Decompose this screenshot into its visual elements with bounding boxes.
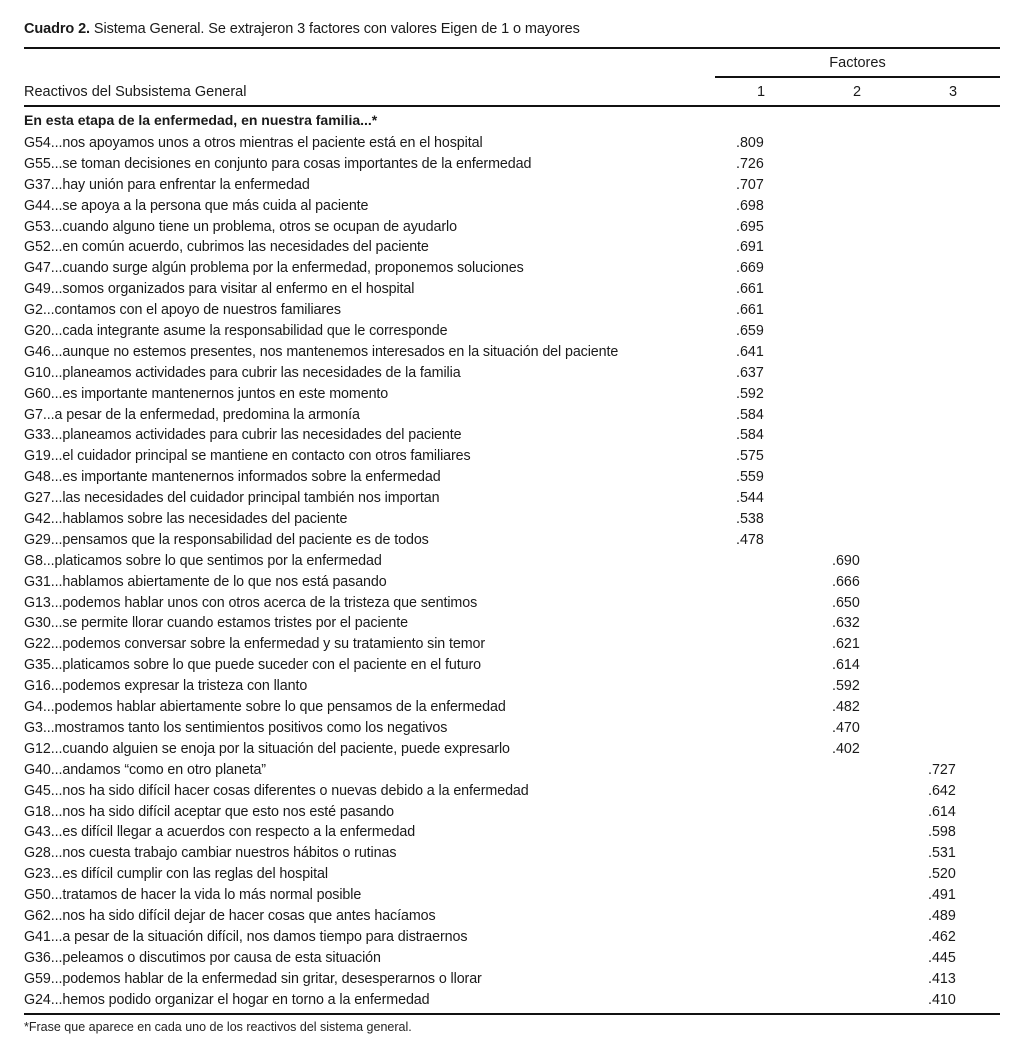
table-row	[24, 906, 1000, 927]
table-row	[24, 613, 1000, 634]
factores-spanner-header: Factores	[829, 55, 886, 71]
table-row	[24, 446, 1000, 467]
table-caption	[24, 21, 580, 37]
table-number: Cuadro 2.	[24, 21, 90, 37]
header-rule	[24, 105, 1000, 107]
table-row	[24, 802, 1000, 823]
factor-1-loading: .538	[736, 511, 764, 528]
table-row	[24, 676, 1000, 697]
table-row	[24, 300, 1000, 321]
table-row	[24, 697, 1000, 718]
item-text: G27...las necesidades del cuidador principal también nos importan	[24, 490, 440, 507]
table-row	[24, 864, 1000, 885]
table-row	[24, 425, 1000, 446]
item-text: G54...nos apoyamos unos a otros mientras el paciente está en el hospital	[24, 135, 483, 151]
item-text: G28...nos cuesta trabajo cambiar nuestros hábitos o rutinas	[24, 845, 397, 862]
bottom-rule	[24, 1013, 1000, 1015]
item-text: G42...hablamos sobre las necesidades del paciente	[24, 511, 348, 528]
factor-1-loading: .659	[736, 323, 764, 340]
item-text: G55...se toman decisiones en conjunto para cosas importantes de la enfermedad	[24, 155, 532, 172]
item-text: G46...aunque no estemos presentes, nos mantenemos interesados en la situación del paciente	[24, 343, 619, 360]
table-row	[24, 948, 1000, 969]
item-text: G35...platicamos sobre lo que puede suceder con el paciente en el futuro	[24, 657, 481, 674]
table-row	[24, 969, 1000, 990]
table-row	[24, 760, 1000, 781]
item-text: G20...cada integrante asume la responsabilidad que le corresponde	[24, 323, 448, 340]
item-text: G45...nos ha sido difícil hacer cosas diferentes o nuevas debido a la enfermedad	[24, 782, 529, 799]
item-text: G8...platicamos sobre lo que sentimos por la enfermedad	[24, 552, 382, 569]
table-row	[24, 488, 1000, 509]
table-row	[24, 530, 1000, 551]
factor-1-loading: .584	[736, 427, 764, 444]
factor-3-loading: .413	[928, 970, 956, 987]
table-row	[24, 634, 1000, 655]
item-text: G53...cuando alguno tiene un problema, otros se ocupan de ayudarlo	[24, 218, 457, 235]
factor-1-loading: .478	[736, 531, 764, 548]
item-text: G19...el cuidador principal se mantiene en contacto con otros familiares	[24, 448, 471, 465]
factor-2-loading: .690	[832, 552, 860, 569]
stub-column-header: Reactivos del Subsistema General	[24, 84, 247, 100]
factor-2-loading: .614	[832, 657, 860, 674]
section-subheader: En esta etapa de la enfermedad, en nuestra familia...*	[24, 112, 378, 128]
item-text: G37...hay unión para enfrentar la enfermedad	[24, 176, 310, 193]
item-text: G59...podemos hablar de la enfermedad sin gritar, desesperarnos o llorar	[24, 970, 482, 987]
item-text: G44...se apoya a la persona que más cuida al paciente	[24, 197, 369, 214]
factor-1-loading: .637	[736, 364, 764, 381]
item-text: G29...pensamos que la responsabilidad del paciente es de todos	[24, 531, 429, 548]
table-row	[24, 509, 1000, 530]
factor-2-loading: .470	[832, 719, 860, 736]
factor-1-loading: .809	[736, 135, 764, 151]
item-text: G10...planeamos actividades para cubrir las necesidades de la familia	[24, 364, 461, 381]
table-row	[24, 279, 1000, 300]
item-text: G41...a pesar de la situación difícil, nos damos tiempo para distraernos	[24, 928, 468, 945]
item-text: G18...nos ha sido difícil aceptar que esto nos esté pasando	[24, 803, 395, 820]
item-text: G12...cuando alguien se enoja por la situación del paciente, puede expresarlo	[24, 740, 510, 757]
factor-3-loading: .642	[928, 782, 956, 799]
factor-3-loading: .491	[928, 887, 956, 904]
item-text: G2...contamos con el apoyo de nuestros familiares	[24, 302, 341, 319]
factor-2-loading: .632	[832, 615, 860, 632]
factores-spanner-rule	[715, 76, 1000, 78]
table-row	[24, 217, 1000, 238]
table-row	[24, 363, 1000, 384]
factor-1-loading: .559	[736, 469, 764, 486]
table-footnote: *Frase que aparece en cada uno de los reactivos del sistema general.	[24, 1020, 412, 1034]
table-row	[24, 739, 1000, 760]
factor-1-loading: .641	[736, 343, 764, 360]
table-row	[24, 467, 1000, 488]
table-row	[24, 384, 1000, 405]
item-text: G16...podemos expresar la tristeza con llanto	[24, 678, 308, 695]
item-text: G13...podemos hablar unos con otros acerca de la tristeza que sentimos	[24, 594, 478, 611]
table-row	[24, 196, 1000, 217]
factor-3-loading: .614	[928, 803, 956, 820]
factor-1-loading: .669	[736, 260, 764, 277]
table-body	[24, 133, 1000, 1010]
factor-3-loading: .410	[928, 991, 956, 1008]
factor-2-loading: .666	[832, 573, 860, 590]
factor-1-loading: .698	[736, 197, 764, 214]
item-text: G3...mostramos tanto los sentimientos positivos como los negativos	[24, 719, 448, 736]
table-row	[24, 718, 1000, 739]
item-text: G30...se permite llorar cuando estamos tristes por el paciente	[24, 615, 408, 632]
factor-1-loading: .584	[736, 406, 764, 423]
factor-1-loading: .575	[736, 448, 764, 465]
factor-2-loading: .402	[832, 740, 860, 757]
table-row	[24, 572, 1000, 593]
factor-1-loading: .592	[736, 385, 764, 402]
table-row	[24, 927, 1000, 948]
factor-2-loading: .592	[832, 678, 860, 695]
factor-1-loading: .544	[736, 490, 764, 507]
factor-3-loading: .445	[928, 949, 956, 966]
table-row	[24, 990, 1000, 1011]
factor-1-header: 1	[756, 84, 766, 100]
table-row	[24, 258, 1000, 279]
factor-2-loading: .650	[832, 594, 860, 611]
factor-2-loading: .482	[832, 699, 860, 716]
factor-3-loading: .489	[928, 907, 956, 924]
factor-3-loading: .598	[928, 824, 956, 841]
item-text: G22...podemos conversar sobre la enfermedad y su tratamiento sin temor	[24, 636, 486, 653]
factor-1-loading: .661	[736, 302, 764, 319]
item-text: G33...planeamos actividades para cubrir las necesidades del paciente	[24, 427, 462, 444]
table-row	[24, 593, 1000, 614]
table-row	[24, 237, 1000, 258]
item-text: G31...hablamos abiertamente de lo que nos está pasando	[24, 573, 387, 590]
table-row	[24, 342, 1000, 363]
item-text: G62...nos ha sido difícil dejar de hacer cosas que antes hacíamos	[24, 907, 436, 924]
item-text: G40...andamos “como en otro planeta”	[24, 761, 266, 778]
top-rule	[24, 47, 1000, 49]
factor-3-header: 3	[948, 84, 958, 100]
table-row	[24, 885, 1000, 906]
table-title: Sistema General. Se extrajeron 3 factores con valores Eigen de 1 o mayores	[89, 21, 580, 37]
table-row	[24, 154, 1000, 175]
item-text: G52...en común acuerdo, cubrimos las necesidades del paciente	[24, 239, 429, 256]
table-row	[24, 133, 1000, 154]
table-row	[24, 551, 1000, 572]
table-row	[24, 781, 1000, 802]
item-text: G36...peleamos o discutimos por causa de esta situación	[24, 949, 381, 966]
item-text: G60...es importante mantenernos juntos en este momento	[24, 385, 389, 402]
table-row	[24, 405, 1000, 426]
factor-3-loading: .462	[928, 928, 956, 945]
item-text: G47...cuando surge algún problema por la enfermedad, proponemos soluciones	[24, 260, 524, 277]
factor-1-loading: .691	[736, 239, 764, 256]
factor-1-loading: .726	[736, 155, 764, 172]
factor-1-loading: .707	[736, 176, 764, 193]
table-row	[24, 843, 1000, 864]
factor-3-loading: .531	[928, 845, 956, 862]
item-text: G24...hemos podido organizar el hogar en torno a la enfermedad	[24, 991, 430, 1008]
factor-2-loading: .621	[832, 636, 860, 653]
table-row	[24, 175, 1000, 196]
item-text: G49...somos organizados para visitar al enfermo en el hospital	[24, 281, 415, 298]
item-text: G4...podemos hablar abiertamente sobre lo que pensamos de la enfermedad	[24, 699, 506, 716]
factor-3-loading: .520	[928, 866, 956, 883]
factor-3-loading: .727	[928, 761, 956, 778]
table-row	[24, 655, 1000, 676]
item-text: G48...es importante mantenernos informados sobre la enfermedad	[24, 469, 441, 486]
factor-1-loading: .661	[736, 281, 764, 298]
item-text: G50...tratamos de hacer la vida lo más normal posible	[24, 887, 362, 904]
item-text: G43...es difícil llegar a acuerdos con respecto a la enfermedad	[24, 824, 416, 841]
table-row	[24, 822, 1000, 843]
factor-2-header: 2	[852, 84, 862, 100]
item-text: G23...es difícil cumplir con las reglas del hospital	[24, 866, 328, 883]
table-row	[24, 321, 1000, 342]
item-text: G7...a pesar de la enfermedad, predomina la armonía	[24, 406, 360, 423]
factor-1-loading: .695	[736, 218, 764, 235]
